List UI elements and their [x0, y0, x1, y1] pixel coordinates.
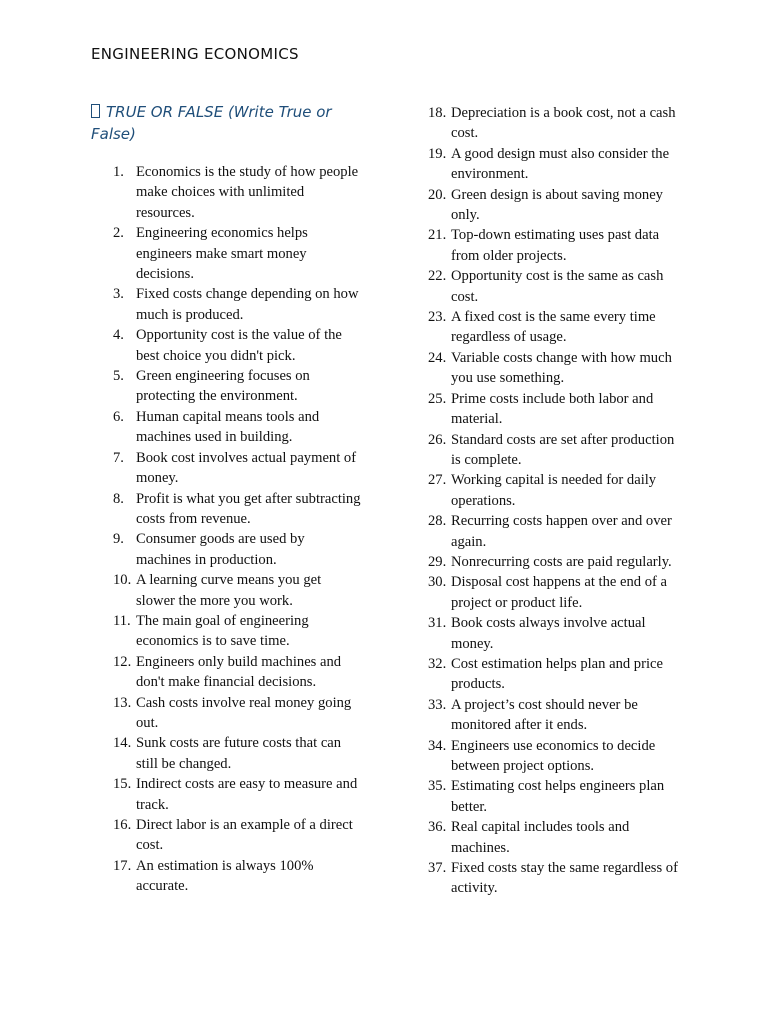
- question-text: Engineering economics helps engineers make smart money decisions.: [136, 225, 308, 283]
- question-text: Fixed costs change depending on how much is produced.: [136, 286, 359, 323]
- question-item: [113, 611, 363, 652]
- question-number: 19.: [428, 145, 447, 162]
- question-item: [428, 185, 683, 226]
- question-item: [428, 103, 683, 144]
- question-item: [113, 652, 363, 693]
- question-item: [113, 489, 363, 530]
- question-text: The main goal of engineering economics is to save time.: [136, 612, 309, 650]
- question-number: 30.: [428, 574, 447, 591]
- question-item: [113, 774, 363, 815]
- question-item: [428, 695, 683, 736]
- question-item: [113, 733, 363, 774]
- question-item: [113, 856, 363, 897]
- question-item: [113, 815, 363, 856]
- question-item: [113, 529, 363, 570]
- question-item: [428, 266, 683, 307]
- question-number: 37.: [428, 860, 447, 877]
- question-number: 23.: [428, 309, 447, 326]
- question-number: 1.: [113, 164, 124, 180]
- question-item: [428, 511, 683, 552]
- question-number: 6.: [113, 408, 124, 425]
- question-text: Estimating cost helps engineers plan better.: [451, 778, 665, 815]
- question-item: [113, 570, 363, 611]
- question-number: 13.: [113, 694, 132, 711]
- question-item: [428, 307, 683, 348]
- question-text: Prime costs include both labor and material.: [451, 390, 654, 428]
- question-number: 20.: [428, 186, 447, 203]
- section-heading-text: TRUE OR FALSE (Write True or False): [91, 103, 332, 143]
- question-number: 24.: [428, 349, 447, 366]
- question-item: [113, 448, 363, 489]
- question-item: [428, 817, 683, 858]
- question-item: [428, 736, 683, 777]
- question-item: [428, 776, 683, 817]
- question-text: Disposal cost happens at the end of a project or product life.: [451, 574, 668, 611]
- question-number: 5.: [113, 368, 124, 385]
- question-number: 9.: [113, 531, 124, 548]
- question-text: Profit is what you get after subtracting costs from revenue.: [136, 490, 361, 527]
- question-item: [113, 284, 363, 325]
- question-text: Nonrecurring costs are paid regularly.: [451, 553, 672, 570]
- question-number: 11.: [113, 612, 131, 629]
- question-text: Real capital includes tools and machines.: [451, 819, 630, 856]
- question-text: Book costs always involve actual money.: [451, 615, 646, 652]
- question-list-right: [428, 103, 683, 899]
- question-text: Book cost involves actual payment of money.: [136, 449, 357, 487]
- document-title: ENGINEERING ECONOMICS: [91, 45, 299, 63]
- question-number: 15.: [113, 776, 132, 793]
- question-text: Green design is about saving money only.: [451, 186, 663, 224]
- question-text: A project’s cost should never be monitored after it ends.: [451, 696, 638, 734]
- question-item: [113, 162, 363, 223]
- question-number: 31.: [428, 615, 447, 632]
- question-text: Consumer goods are used by machines in production.: [136, 531, 305, 568]
- question-number: 16.: [113, 817, 132, 833]
- question-text: Variable costs change with how much you use something.: [451, 349, 672, 387]
- question-item: [428, 654, 683, 695]
- question-number: 10.: [113, 572, 132, 589]
- question-text: Human capital means tools and machines used in building.: [136, 408, 320, 446]
- question-number: 14.: [113, 735, 132, 752]
- question-item: [113, 407, 363, 448]
- checkbox-icon: [91, 104, 100, 118]
- question-text: Standard costs are set after production is complete.: [451, 431, 675, 468]
- question-number: 17.: [113, 857, 132, 874]
- question-item: [113, 223, 363, 284]
- question-item: [428, 552, 683, 572]
- question-number: 21.: [428, 227, 447, 244]
- question-number: 29.: [428, 553, 447, 570]
- question-item: [428, 144, 683, 185]
- question-item: [428, 572, 683, 613]
- question-item: [428, 430, 683, 471]
- question-text: Opportunity cost is the value of the best choice you didn't pick.: [136, 327, 342, 364]
- question-item: [428, 613, 683, 654]
- question-text: Indirect costs are easy to measure and track.: [136, 776, 358, 813]
- question-item: [113, 693, 363, 734]
- question-number: 7.: [113, 449, 124, 466]
- section-heading: [91, 101, 381, 145]
- question-text: Working capital is needed for daily operations.: [451, 472, 657, 509]
- question-item: [428, 348, 683, 389]
- question-number: 3.: [113, 286, 124, 303]
- question-number: 25.: [428, 390, 447, 407]
- question-number: 22.: [428, 268, 447, 285]
- question-text: Top-down estimating uses past data from older projects.: [451, 227, 660, 264]
- question-number: 27.: [428, 472, 447, 489]
- question-text: A fixed cost is the same every time regardless of usage.: [451, 309, 656, 346]
- question-text: Opportunity cost is the same as cash cost.: [451, 268, 664, 305]
- question-number: 32.: [428, 655, 447, 672]
- question-item: [428, 858, 683, 899]
- question-number: 33.: [428, 696, 447, 713]
- question-text: Cost estimation helps plan and price products.: [451, 655, 663, 693]
- question-text: Cash costs involve real money going out.: [136, 694, 352, 731]
- question-item: [113, 366, 363, 407]
- question-text: Engineers use economics to decide between project options.: [451, 737, 656, 774]
- question-item: [428, 389, 683, 430]
- question-number: 2.: [113, 225, 124, 242]
- question-text: Fixed costs stay the same regardless of activity.: [451, 860, 678, 897]
- question-text: Recurring costs happen over and over again.: [451, 513, 672, 550]
- question-number: 12.: [113, 653, 132, 670]
- question-text: Depreciation is a book cost, not a cash cost.: [451, 105, 676, 142]
- question-number: 18.: [428, 105, 447, 121]
- question-text: Direct labor is an example of a direct cost.: [136, 817, 353, 854]
- question-list-left: [113, 162, 363, 897]
- question-text: Green engineering focuses on protecting the environment.: [136, 368, 310, 405]
- question-text: A good design must also consider the environment.: [451, 145, 670, 183]
- question-number: 26.: [428, 431, 447, 448]
- question-number: 28.: [428, 513, 447, 530]
- question-number: 36.: [428, 819, 447, 836]
- question-number: 4.: [113, 327, 124, 344]
- question-text: Economics is the study of how people make choices with unlimited resources.: [136, 164, 359, 221]
- question-number: 8.: [113, 490, 124, 507]
- question-number: 34.: [428, 737, 447, 754]
- question-text: An estimation is always 100% accurate.: [136, 857, 314, 895]
- question-text: A learning curve means you get slower the more you work.: [136, 572, 322, 609]
- question-text: Engineers only build machines and don't make financial decisions.: [136, 653, 342, 691]
- question-item: [428, 470, 683, 511]
- question-item: [113, 325, 363, 366]
- question-text: Sunk costs are future costs that can still be changed.: [136, 735, 342, 772]
- question-item: [428, 225, 683, 266]
- question-number: 35.: [428, 778, 447, 795]
